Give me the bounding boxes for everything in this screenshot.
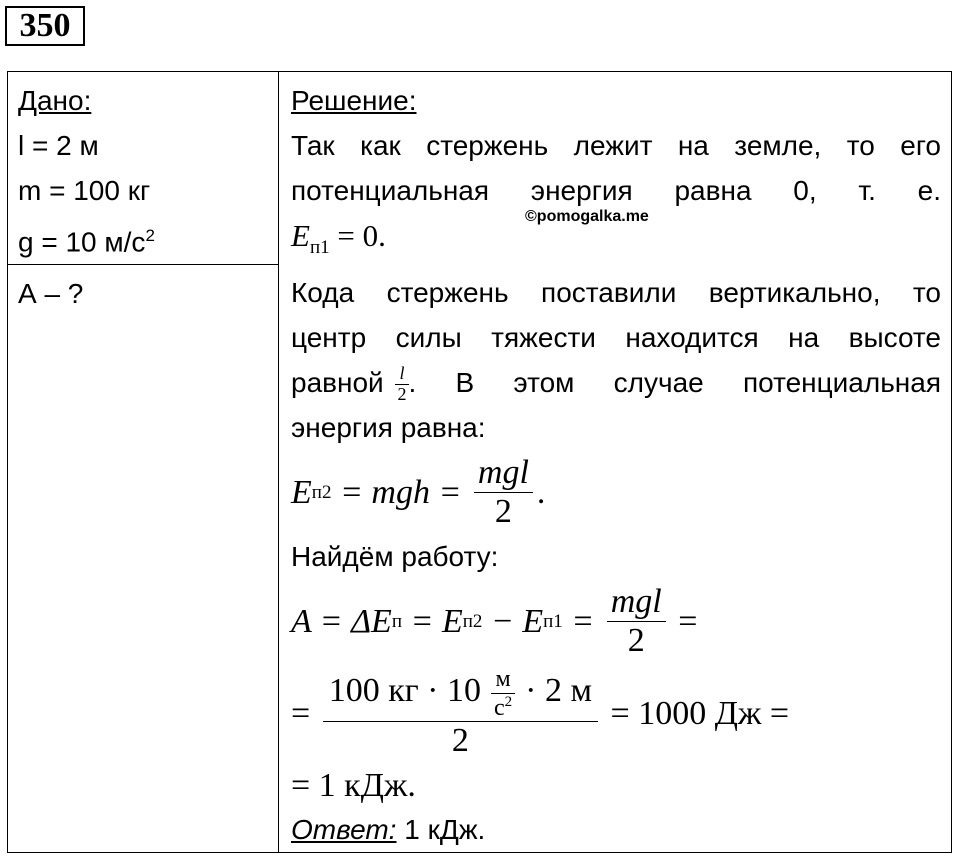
equation-work: A = ΔE п = E п2 − E п1 = $\frac{\text{mgl}}{2}$ = bbox=[291, 583, 698, 659]
fraction-mgl-over-2: $\frac{\text{mgl}}{2}$ bbox=[474, 454, 533, 530]
solution-line-5: равной $\frac{l}{2}$ . В этом случае потенциальная bbox=[291, 363, 941, 405]
fraction-l-over-2: $\frac{l}{2}$ bbox=[395, 364, 408, 405]
answer-line bbox=[291, 807, 941, 852]
solution-line-3: Кода стержень поставили вертикально, то bbox=[291, 277, 941, 308]
find-value: А – ? bbox=[18, 278, 84, 310]
find-work-line: Найдём работу: bbox=[291, 541, 499, 572]
solution-line-1: Так как стержень лежит на земле, то его bbox=[291, 130, 941, 161]
given-gravity: g = 10 $м/с^2$ bbox=[18, 226, 155, 258]
solution-title: Решение: bbox=[291, 85, 417, 116]
equation-ep1: $E_{п1} = 0$. bbox=[291, 218, 386, 258]
equation-numeric: = 100 кг · 10 $\frac{м}{с^2}$ · 2 м 2 = 1000 Дж = bbox=[291, 666, 790, 760]
answer-value: 1 кДж. bbox=[396, 814, 486, 845]
problem-number: 350 bbox=[5, 6, 85, 46]
watermark: ©pomogalka.me bbox=[525, 208, 649, 225]
equation-ep2: E п2 = mgh = $\frac{\text{mgl}}{2}$ . bbox=[291, 454, 546, 530]
solution-table bbox=[7, 71, 952, 853]
solution-line-6: энергия равна: bbox=[291, 412, 486, 443]
equation-result: = 1 кДж. bbox=[291, 767, 416, 804]
solution-cell bbox=[279, 72, 952, 853]
find-cell bbox=[8, 265, 279, 853]
fraction-numeric: 100 кг · 10 $\frac{м}{с^2}$ · 2 м 2 bbox=[323, 666, 598, 759]
answer-label: Ответ: bbox=[291, 814, 397, 845]
given-mass: m = 100 кг bbox=[18, 175, 151, 206]
solution-line-4: центр силы тяжести находится на высоте bbox=[291, 322, 941, 353]
given-cell bbox=[8, 72, 279, 265]
given-length: l = 2 м bbox=[18, 130, 99, 161]
given-title: Дано: bbox=[18, 85, 92, 116]
fraction-mgl-over-2-b: $\frac{\text{mgl}}{2}$ bbox=[607, 583, 666, 659]
solution-line-2: потенциальная энергия равна 0, т. е. bbox=[291, 175, 941, 206]
